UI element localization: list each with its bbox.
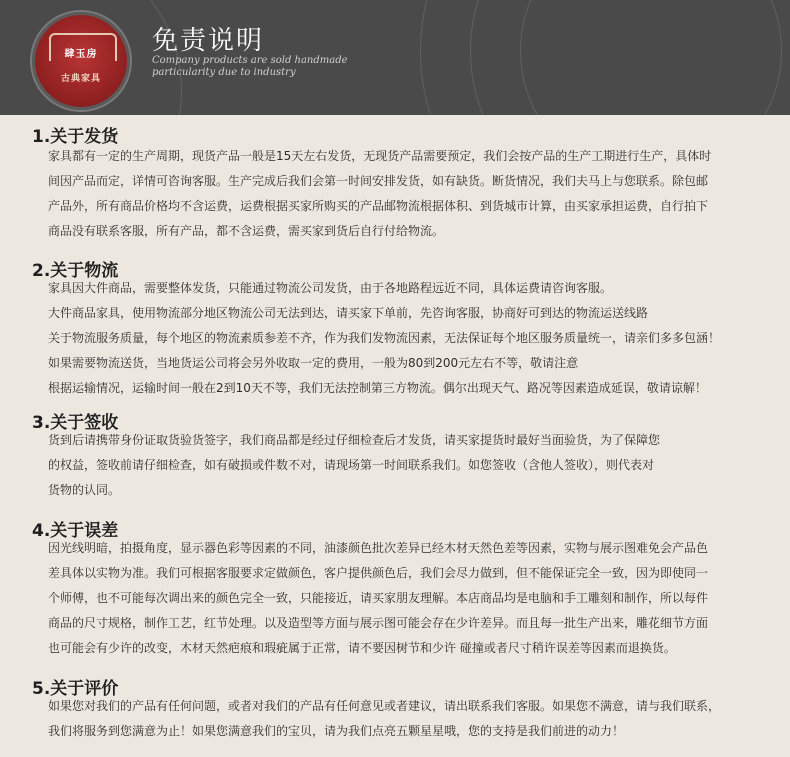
section-body: [48, 276, 766, 401]
section-title: 5.关于评价: [32, 679, 119, 699]
section-title: 1.关于发货: [32, 127, 119, 147]
logo-brand-name: 肆玉房: [64, 49, 98, 60]
brand-logo: [32, 12, 130, 110]
page-subtitle: [152, 55, 348, 79]
paragraph-line: 间因产品而定，详情可咨询客服。生产完成后我们会第一时间安排发货，如有缺货。断货情况，我们夫马上与您联系。除包邮: [48, 174, 709, 188]
paragraph-line: 差具体以实物为准。我们可根据客服要求定做颜色，客户提供颜色后，我们会尽力做到，但不能保证完全一致，因为即使同一: [48, 566, 709, 580]
section-title: 4.关于误差: [32, 521, 119, 541]
decorative-arc: [520, 0, 782, 115]
paragraph-line: 家具因大件商品，需要整体发货，只能通过物流公司发货，由于各地路程远近不同，具体运费请咨询客服。: [48, 281, 613, 295]
section-body: [48, 694, 766, 744]
paragraph-line: 也可能会有少许的改变，木材天然疤痕和瑕疵属于正常，请不要因树节和少许 碰撞或者尺寸稍许误差等因素而退换货。: [48, 641, 676, 655]
paragraph-line: 家具都有一定的生产周期，现货产品一般是15天左右发货，无现货产品需要预定，我们会按产品的生产工期进行生产，具体时: [48, 149, 712, 163]
header-banner: [0, 0, 790, 115]
paragraph-line: 因光线明暗，拍摄角度，显示器色彩等因素的不同，油漆颜色批次差异已经木材天然色差等因素，实物与展示图难免会产品色: [48, 541, 709, 555]
paragraph-line: 货到后请携带身份证取货验货签字，我们商品都是经过仔细检查后才发货，请买家提货时最好当面验货，为了保障您: [48, 433, 661, 447]
paragraph-line: 根据运输情况，运输时间一般在2到10天不等，我们无法控制第三方物流。偶尔出现天气、路况等因素造成延误，敬请谅解！: [48, 381, 707, 395]
section-title: 3.关于签收: [32, 413, 119, 433]
paragraph-line: 如果需要物流送货，当地货运公司将会另外收取一定的费用，一般为80到200元左右不等，敬请注意: [48, 356, 579, 370]
paragraph-line: 商品没有联系客服，所有产品，都不含运费，需买家到货后自行付给物流。: [48, 224, 445, 238]
section-title: 2.关于物流: [32, 261, 119, 281]
paragraph-line: 商品的尺寸规格，制作工艺，红节处理。以及造型等方面与展示图可能会存在少许差异。而且每一批生产出来，雕花细节方面: [48, 616, 709, 630]
paragraph-line: 我们将服务到您满意为止！如果您满意我们的宝贝，请为我们点亮五颗星星哦，您的支持是我们前进的动力！: [48, 724, 625, 738]
paragraph-line: 如果您对我们的产品有任何问题，或者对我们的产品有任何意见或者建议，请出联系我们客服。如果您不满意，请与我们联系，: [48, 699, 721, 713]
page-title: 免责说明: [152, 26, 265, 56]
paragraph-line: 个师傅，也不可能每次调出来的颜色完全一致，只能接近，请买家朋友理解。本店商品均是电脑和手工雕刻和制作，所以每件: [48, 591, 709, 605]
subtitle-line: Company products are sold handmade: [152, 55, 348, 66]
paragraph-line: 货物的认同。: [48, 483, 121, 497]
logo-brand-tagline: 古典家具: [60, 74, 101, 84]
section-body: [48, 144, 766, 244]
subtitle-line: particularity due to industry: [152, 67, 296, 78]
paragraph-line: 关于物流服务质量，每个地区的物流素质参差不齐，作为我们发物流因素，无法保证每个地区服务质量统一，请亲们多多包涵！: [48, 331, 721, 345]
paragraph-line: 大件商品家具，使用物流部分地区物流公司无法到达，请买家下单前，先咨询客服，协商好可到达的物流运送线路: [48, 306, 649, 320]
paragraph-line: 产品外，所有商品价格均不含运费，运费根据买家所购买的产品邮物流根据体积、到货城市计算，由买家承担运费，自行拍下: [48, 199, 709, 213]
paragraph-line: 的权益，签收前请仔细检查，如有破损或件数不对，请现场第一时间联系我们。如您签收（含他人签收），则代表对: [48, 458, 655, 472]
section-body: [48, 536, 766, 661]
section-body: [48, 428, 766, 503]
